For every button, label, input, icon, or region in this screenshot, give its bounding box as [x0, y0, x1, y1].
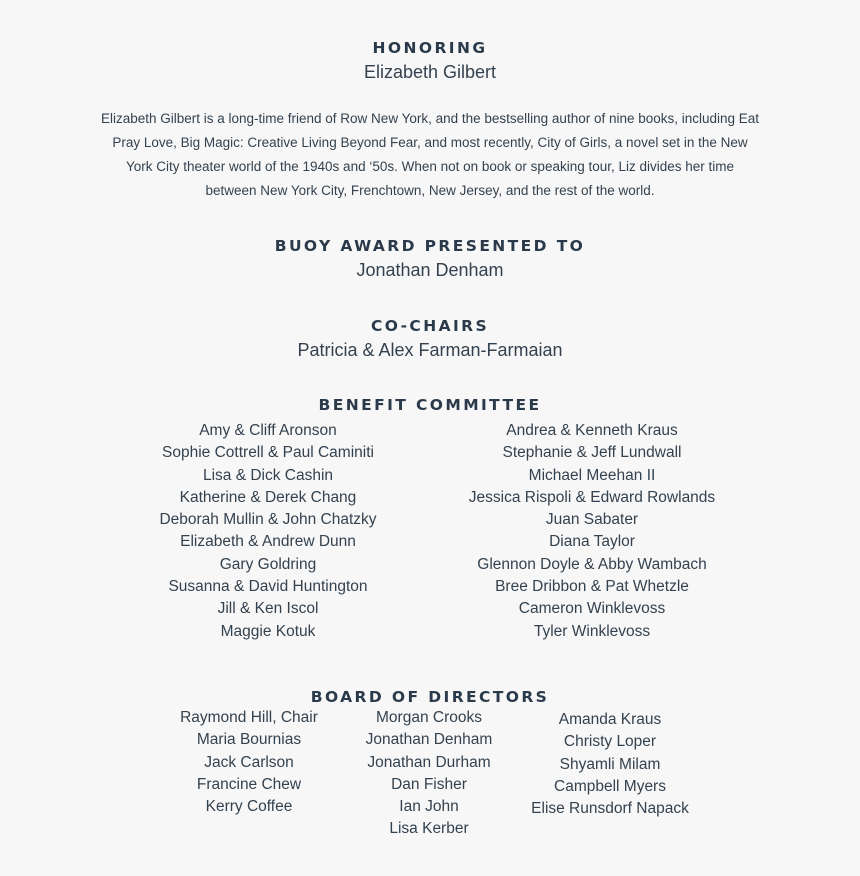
co-chairs-section — [0, 316, 860, 362]
committee-member: Michael Meehan II — [528, 466, 656, 484]
board-member: Maria Bournias — [196, 731, 302, 749]
buoy-award-section — [0, 236, 860, 282]
committee-member: Katherine & Derek Chang — [179, 488, 357, 506]
board-column-1 — [159, 707, 339, 818]
committee-member: Lisa & Dick Cashin — [202, 466, 334, 484]
board-member: Christy Loper — [563, 733, 657, 751]
committee-member: Maggie Kotuk — [220, 622, 316, 640]
committee-member: Amy & Cliff Aronson — [199, 422, 337, 439]
board-member: Amanda Kraus — [558, 711, 662, 728]
board-section — [0, 687, 860, 707]
board-member: Kerry Coffee — [205, 798, 293, 816]
board-member: Jonathan Durham — [367, 753, 491, 771]
honoring-heading: HONORING — [372, 39, 488, 57]
committee-member: Stephanie & Jeff Lundwall — [502, 444, 682, 462]
board-member: Shyamli Milam — [559, 755, 661, 773]
board-member: Campbell Myers — [554, 777, 666, 795]
committee-member: Tyler Winklevoss — [533, 622, 651, 640]
buoy-award-heading: BUOY AWARD PRESENTED TO — [274, 237, 586, 255]
board-column-3 — [519, 709, 701, 820]
committee-member: Jessica Rispoli & Edward Rowlands — [468, 488, 716, 506]
board-member: Jonathan Denham — [365, 731, 493, 749]
committee-member: Bree Dribbon & Pat Whetzle — [495, 578, 689, 596]
committee-member: Juan Sabater — [545, 511, 639, 529]
honoring-section — [0, 38, 860, 84]
board-member: Ian John — [399, 798, 459, 816]
benefit-committee-right-column — [442, 420, 742, 643]
board-member: Elise Runsdorf Napack — [531, 800, 689, 818]
committee-member: Elizabeth & Andrew Dunn — [180, 533, 356, 551]
honoree-name: Elizabeth Gilbert — [363, 62, 497, 82]
board-member: Dan Fisher — [391, 775, 467, 793]
benefit-committee-heading: BENEFIT COMMITTEE — [318, 396, 542, 414]
honoree-bio: Elizabeth Gilbert is a long-time friend of Row New York, and the bestselling author of nine books, including Eat Pray Love, Big Magic: Creative Living Beyond Fear, and most recently, City of Girls, a novel set in the New York City theater world of the 1940s and ‘50s. When not on book or speaking tour, Liz divides her time between New York City, Frenchtown, New Jersey, and the rest of the world. — [100, 111, 760, 198]
board-member: Jack Carlson — [204, 753, 294, 771]
co-chairs-names: Patricia & Alex Farman-Farmaian — [297, 340, 563, 360]
board-member: Morgan Crooks — [376, 709, 482, 726]
committee-member: Glennon Doyle & Abby Wambach — [477, 555, 707, 573]
board-column-2 — [339, 707, 519, 841]
board-member: Lisa Kerber — [389, 820, 469, 838]
committee-member: Andrea & Kenneth Kraus — [506, 422, 678, 439]
buoy-award-recipient: Jonathan Denham — [356, 260, 504, 280]
committee-member: Diana Taylor — [549, 533, 635, 551]
honoree-bio-section — [0, 107, 860, 203]
committee-member: Gary Goldring — [219, 555, 317, 573]
committee-member: Jill & Ken Iscol — [217, 600, 319, 618]
committee-member: Susanna & David Huntington — [168, 578, 368, 596]
benefit-committee-left-column — [118, 420, 418, 643]
board-heading: BOARD OF DIRECTORS — [310, 688, 550, 706]
board-member: Raymond Hill, Chair — [180, 709, 318, 726]
board-member: Francine Chew — [196, 775, 302, 793]
co-chairs-heading: CO-CHAIRS — [370, 317, 490, 335]
committee-member: Deborah Mullin & John Chatzky — [159, 511, 377, 529]
benefit-committee-section — [0, 395, 860, 415]
committee-member: Cameron Winklevoss — [518, 600, 666, 618]
committee-member: Sophie Cottrell & Paul Caminiti — [162, 444, 374, 462]
